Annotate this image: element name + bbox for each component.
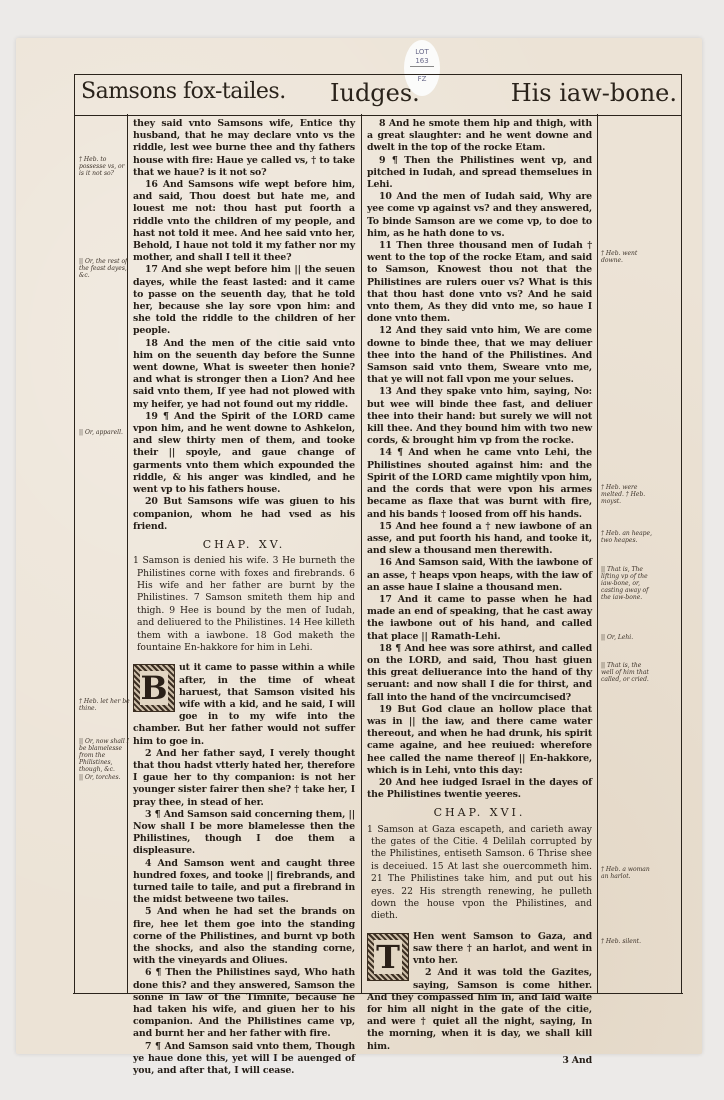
margin-note: || That is, The lifting vp of the iaw-bone, or, casting away of the iaw-bone.	[601, 566, 649, 601]
margin-note: † Heb. a woman an harlot.	[601, 866, 650, 880]
verse: 17 And it came to passe when he had made an end of speaking, that he cast away the iawbone out of his hand, and called that place || Ramath-Lehi.	[367, 593, 592, 642]
ornamental-initial	[367, 933, 409, 981]
verse: 18 ¶ And hee was sore athirst, and called on the LORD, and said, Thou hast giuen this great deliuerance into the hand of thy seruant: and now shall I die for thirst, and fall into the hand of the vncircumcised?	[367, 642, 592, 703]
margin-note: || Or, Lehi.	[601, 634, 634, 641]
verse: they said vnto Samsons wife, Entice thy husband, that he may declare vnto vs the riddle, lest wee burne thee and thy fathers house with fire: Haue ye called vs, † to take that we haue? is it not so?	[133, 118, 355, 178]
catchword: 3 And	[562, 1054, 592, 1066]
verse: 12 And they said vnto him, We are come downe to binde thee, that we may deliuer thee into the hand of the Philistines. And Samson said vnto them, Sweare vnto me, that ye will not fall vpon me your selues.	[367, 325, 592, 386]
margin-note: † Heb. an heape, two heapes.	[601, 530, 652, 544]
initial-letter: B	[140, 669, 168, 708]
verse: 14 ¶ And when he came vnto Lehi, the Philistines shouted against him: and the Spirit of the LORD came mightily vpon him, and the cords that were vpon his armes became as flaxe that was burnt with fire, and his bands † loosed from off his hands.	[367, 447, 592, 520]
verse: Hen went Samson to Gaza, and saw there † an harlot, and went in vnto her.	[413, 930, 592, 967]
margin-note: || That is, the well of him that called, or cried.	[601, 662, 649, 683]
chapter-heading: CHAP. XVI.	[433, 806, 526, 820]
margin-note: † Heb. went downe.	[601, 250, 638, 264]
margin-note: || Or, the rest of the feast dayes, &c.	[79, 258, 128, 279]
verse: 17 And she wept before him || the seuen dayes, while the feast lasted: and it came to passe on the seuenth day, that he told her, because she lay sore vpon him: and she told the riddle to the children of her people.	[133, 264, 355, 337]
verse: 20 And hee iudged Israel in the dayes of the Philistines twentie yeeres.	[367, 776, 592, 801]
margin-note: || Or, torches.	[79, 774, 121, 781]
right-margin-notes	[601, 114, 657, 994]
lot-code: FZ	[417, 75, 427, 83]
left-margin-notes	[79, 114, 130, 994]
column-divider	[361, 114, 362, 994]
lot-number: LOT 163	[410, 48, 434, 67]
verse: 13 And they spake vnto him, saying, No: but wee will binde thee fast, and deliuer thee into their hand: but surely we will not kill thee. And they bound him with two new cords, & brought him vp from the rocke.	[367, 386, 592, 447]
header-right: His iaw-bone.	[510, 79, 677, 107]
verse: 18 And the men of the citie said vnto him on the seuenth day before the Sunne went downe, What is sweeter then honie? and what is stronger then a Lion? And hee said vnto them, If yee had not plowed with my heifer, ye had not found out my riddle.	[133, 337, 355, 410]
margin-note: || Or, apparell.	[79, 429, 123, 436]
margin-note: † Heb. were melted. † Heb. moyst.	[601, 484, 646, 505]
verse: ut it came to passe within a while after, in the time of wheat haruest, that Samson visited his wife with a kid, and he said, I will goe in to my wife into the chamber. But her father would not suffer him to goe in.	[133, 662, 355, 747]
verse: 2 And her father sayd, I verely thought that thou hadst vtterly hated her, therefore I gaue her to thy companion: is not her younger sister fairer then she? † take her, I pray thee, in stead of her.	[133, 747, 355, 808]
left-text-column	[133, 118, 355, 1077]
header-left: Samsons fox-tailes.	[81, 79, 286, 104]
verse: 7 ¶ And Samson said vnto them, Though ye haue done this, yet will I be auenged of you, and after that, I will cease.	[133, 1040, 355, 1077]
chapter-summary: 1 Samson at Gaza escapeth, and carieth away the gates of the Citie. 4 Delilah corrupted by the Philistines, entiseth Samson. 6 Thrise shee is deceiued. 15 At last she ouercommeth him. 21 The Philistines take him, and put out his eyes. 22 His strength renewing, he pulleth down the house vpon the Philistines, and dieth.	[367, 823, 592, 922]
verse: 5 And when he had set the brands on fire, hee let them goe into the standing corne of the Philistines, and burnt vp both the shocks, and also the standing corne, with the vineyards and Oliues.	[133, 906, 355, 967]
verse: 20 But Samsons wife was giuen to his companion, whom he had vsed as his friend.	[133, 496, 355, 532]
running-header	[74, 74, 682, 116]
left-margin-rule	[127, 114, 128, 994]
margin-note: † Heb. to possesse vs, or is it not so?	[79, 156, 125, 177]
ornamental-initial	[133, 664, 175, 712]
initial-letter: T	[374, 940, 402, 974]
verse: 8 And he smote them hip and thigh, with a great slaughter: and he went downe and dwelt in the top of the rocke Etam.	[367, 118, 592, 154]
verse: 4 And Samson went and caught three hundred foxes, and tooke || firebrands, and turned taile to taile, and put a firebrand in the midst betweene two tailes.	[133, 857, 355, 906]
header-book-title: Iudges.	[330, 79, 420, 107]
verse: 10 And the men of Iudah said, Why are yee come vp against vs? and they answered, To binde Samson are we come vp, to doe to him, as he hath done to vs.	[367, 191, 592, 239]
right-text-column	[367, 118, 592, 1067]
verse: 2 And it was told the Gazites, saying, Samson is come hither. And they compassed him in, and laid waite for him all night in the gate of the citie, and were † quiet all the night, saying, In the morning, when it is day, we shall kill him.	[367, 967, 592, 1052]
chapter-summary: 1 Samson is denied his wife. 3 He burneth the Philistines corne with foxes and firebrands. 6 His wife and her father are burnt by the Philistines. 7 Samson smiteth them hip and thigh. 9 Hee is bound by the men of Iudah, and deliuered to the Philistines. 14 Hee killeth them with a iawbone. 18 God maketh the fountaine En-hakkore for him in Lehi.	[133, 555, 355, 653]
margin-note: † Heb. silent.	[601, 938, 641, 945]
right-margin-rule	[597, 114, 598, 994]
chapter-heading: CHAP. XV.	[202, 537, 286, 551]
text-frame	[74, 114, 682, 1077]
margin-note: † Heb. let her be thine.	[79, 698, 130, 712]
verse: 3 ¶ And Samson said concerning them, || Now shall I be more blamelesse then the Philistines, though I doe them a displeasure.	[133, 808, 355, 857]
verse: 6 ¶ Then the Philistines sayd, Who hath done this? and they answered, Samson the sonne in law of the Timnite, because he had taken his wife, and giuen her to his companion. And the Philistines came vp, and burnt her and her father with fire.	[133, 967, 355, 1040]
verse: 19 ¶ And the Spirit of the LORD came vpon him, and he went downe to Ashkelon, and slew thirty men of them, and tooke their || spoyle, and gaue change of garments vnto them which expounded the riddle, & his anger was kindled, and he went vp to his fathers house.	[133, 410, 355, 496]
verse: 16 And Samson said, With the iawbone of an asse, † heaps vpon heaps, with the iaw of an asse haue I slaine a thousand men.	[367, 557, 592, 593]
verse: 11 Then three thousand men of Iudah † went to the top of the rocke Etam, and said to Samson, Knowest thou not that the Philistines are rulers ouer vs? What is this that thou hast done vnto vs? And he said vnto them, As they did vnto me, so haue I done vnto them.	[367, 240, 592, 325]
verse: 16 And Samsons wife wept before him, and said, Thou doest but hate me, and louest me not: thou hast put foorth a riddle vnto the children of my people, and hast not told it mee. And hee said vnto her, Behold, I haue not told it my father nor my mother, and shall I tell it thee?	[133, 179, 355, 264]
verse: 19 But God claue an hollow place that was in || the iaw, and there came water thereout, and when he had drunk, his spirit came againe, and hee reuiued: wherefore hee called the name thereof || En-hakkore, which is in Lehi, vnto this day:	[367, 703, 592, 776]
verse: 9 ¶ Then the Philistines went vp, and pitched in Iudah, and spread themselues in Lehi.	[367, 154, 592, 191]
verse: 15 And hee found a † new iawbone of an asse, and put foorth his hand, and tooke it, and slew a thousand men therewith.	[367, 520, 592, 557]
margin-note: || Or, now shall I be blamelesse from the Philistines, though, &c.	[79, 738, 130, 773]
